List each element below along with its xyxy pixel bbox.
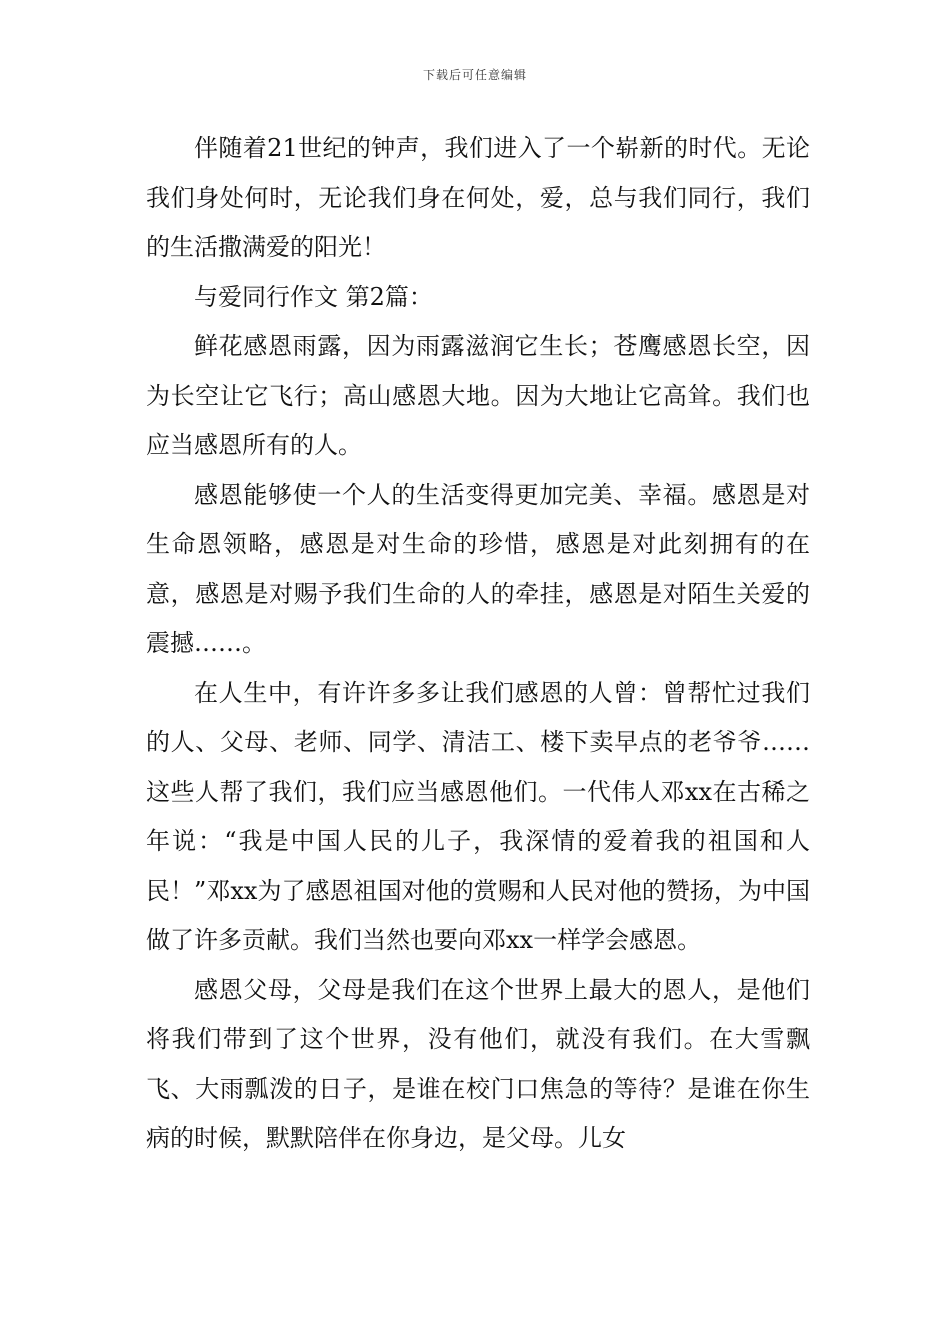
document-body xyxy=(146,124,810,1164)
paragraph-4: 在人生中，有许许多多让我们感恩的人曾：曾帮忙过我们的人、父母、老师、同学、清洁工、楼下卖早点的老爷爷……这些人帮了我们，我们应当感恩他们。一代伟人邓xx在古稀之年说：“我是中国人民的儿子，我深情的爱着我的祖国和人民！”邓xx为了感恩祖国对他的赏赐和人民对他的赞扬，为中国做了许多贡献。我们当然也要向邓xx一样学会感恩。 xyxy=(146,678,810,954)
paragraph-5: 感恩父母，父母是我们在这个世界上最大的恩人，是他们将我们带到了这个世界，没有他们，就没有我们。在大雪飘飞、大雨瓢泼的日子，是谁在校门口焦急的等待？是谁在你生病的时候，默默陪伴在你身边，是父母。儿女 xyxy=(146,975,810,1152)
section-heading: 与爱同行作文 第2篇： xyxy=(194,282,433,311)
paragraph-2: 鲜花感恩雨露，因为雨露滋润它生长；苍鹰感恩长空，因为长空让它飞行；高山感恩大地。因为大地让它高耸。我们也应当感恩所有的人。 xyxy=(146,332,810,459)
page-header: 下载后可任意编辑 xyxy=(422,68,527,82)
paragraph-1: 伴随着21世纪的钟声，我们进入了一个崭新的时代。无论我们身处何时，无论我们身在何处，爱，总与我们同行，我们的生活撒满爱的阳光！ xyxy=(146,134,810,261)
paragraph-3: 感恩能够使一个人的生活变得更加完美、幸福。感恩是对生命恩领略，感恩是对生命的珍惜，感恩是对此刻拥有的在意，感恩是对赐予我们生命的人的牵挂，感恩是对陌生关爱的震撼……。 xyxy=(146,480,810,657)
